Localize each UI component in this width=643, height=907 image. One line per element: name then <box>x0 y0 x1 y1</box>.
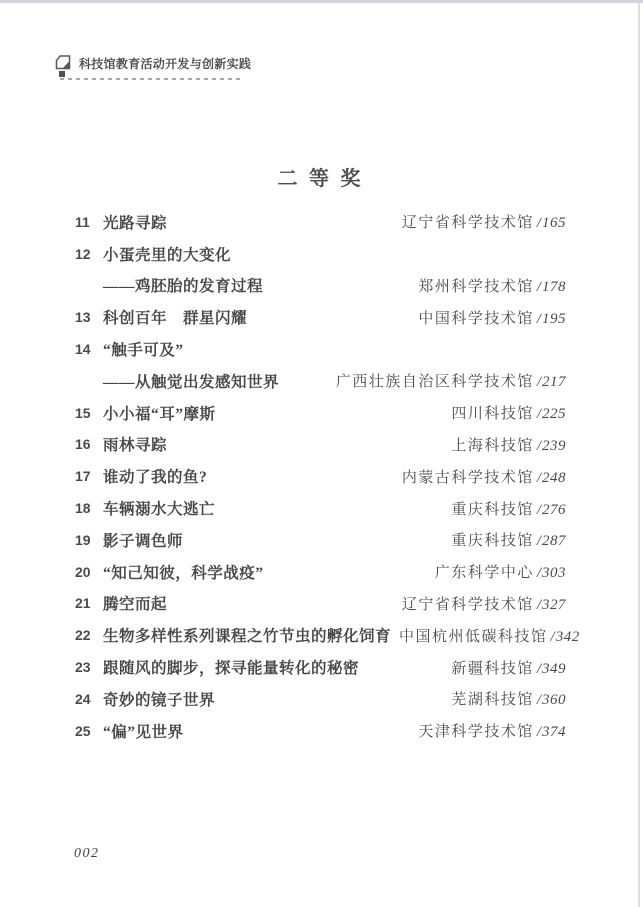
toc-entry <box>75 715 566 747</box>
entry-source: 上海科技馆 <box>451 437 534 454</box>
entry-page: 303 <box>542 565 566 582</box>
entry-title: 小小福“耳”摩斯 <box>103 405 216 423</box>
entry-number: 14 <box>75 341 91 358</box>
entry-page: 276 <box>542 501 566 518</box>
toc-entry <box>75 429 566 461</box>
entry-number: 19 <box>75 531 91 548</box>
header-dashed-rule <box>60 78 240 80</box>
entry-ref <box>402 211 566 232</box>
entry-page: 327 <box>542 596 566 613</box>
entry-source: 新疆科技馆 <box>451 660 534 677</box>
toc-entry <box>75 683 566 715</box>
scan-top-edge <box>0 0 643 3</box>
entry-title: 雨林寻踪 <box>103 437 168 455</box>
slash-separator: / <box>536 660 541 677</box>
entry-page: 195 <box>542 310 566 327</box>
toc-entry-subtitle <box>75 270 566 302</box>
page-curl-icon <box>53 53 73 73</box>
entry-source: 郑州科学技术馆 <box>418 278 534 295</box>
scan-right-edge <box>638 3 640 907</box>
slash-separator: / <box>536 278 541 295</box>
slash-separator: / <box>536 692 541 709</box>
slash-separator: / <box>536 469 541 486</box>
slash-separator: / <box>536 596 541 613</box>
entry-page: 248 <box>542 469 566 486</box>
toc-entry <box>75 524 566 556</box>
entry-title: 奇妙的镜子世界 <box>103 691 216 709</box>
entry-title: 腾空而起 <box>103 596 168 614</box>
entry-ref <box>451 434 566 455</box>
entry-page: 374 <box>542 724 566 741</box>
entry-title: “知己知彼，科学战疫” <box>103 564 264 582</box>
entry-number: 17 <box>75 468 91 485</box>
entry-number: 23 <box>75 659 91 676</box>
toc-entry <box>75 238 566 270</box>
entry-page: 360 <box>542 692 566 709</box>
entry-title: 光路寻踪 <box>103 214 168 232</box>
entry-ref <box>336 370 566 391</box>
entry-title: 生物多样性系列课程之竹节虫的孵化饲育 <box>103 628 392 646</box>
entry-number: 11 <box>75 213 90 230</box>
entry-number: 21 <box>75 595 91 612</box>
entry-number: 24 <box>75 690 91 707</box>
toc-entry <box>75 301 566 333</box>
toc-entry <box>75 651 566 683</box>
entry-number: 12 <box>75 245 91 262</box>
entry-number: 18 <box>75 500 91 517</box>
entry-title: 谁动了我的鱼? <box>103 469 208 487</box>
slash-separator: / <box>536 501 541 518</box>
entry-number: 25 <box>75 722 91 739</box>
entry-ref <box>418 720 566 741</box>
entry-number: 16 <box>75 436 91 453</box>
entry-page: 239 <box>542 437 566 454</box>
entry-subtitle: ——鸡胚胎的发育过程 <box>103 278 264 296</box>
entry-source: 辽宁省科学技术馆 <box>401 215 534 232</box>
entry-number: 22 <box>75 627 91 644</box>
entry-title: 小蛋壳里的大变化 <box>103 246 232 264</box>
entry-page: 287 <box>542 533 566 550</box>
entry-ref <box>399 625 580 646</box>
dash-line-start-square <box>59 71 65 77</box>
slash-separator: / <box>536 310 541 327</box>
entry-title: 影子调色师 <box>103 532 184 550</box>
toc-entry <box>75 397 566 429</box>
entry-title: “偏”见世界 <box>103 723 184 741</box>
entry-ref <box>402 466 566 487</box>
slash-separator: / <box>536 565 541 582</box>
table-of-contents <box>75 206 580 747</box>
entry-page: 342 <box>555 628 580 645</box>
entry-ref <box>402 593 566 614</box>
entry-page: 178 <box>542 278 566 295</box>
slash-separator: / <box>536 374 541 391</box>
entry-ref <box>451 529 566 550</box>
entry-subtitle: ——从触觉出发感知世界 <box>103 373 280 391</box>
slash-separator: / <box>550 628 555 645</box>
running-header <box>53 53 251 73</box>
section-title: 二 等 奖 <box>277 168 364 190</box>
toc-entry <box>75 333 566 365</box>
entry-source: 辽宁省科学技术馆 <box>401 596 534 613</box>
toc-entry <box>75 206 566 238</box>
entry-page: 349 <box>542 660 566 677</box>
entry-number: 13 <box>75 309 91 326</box>
entry-source: 中国杭州低碳科技馆 <box>399 628 548 645</box>
entry-ref <box>418 307 566 328</box>
entry-source: 四川科技馆 <box>451 406 534 423</box>
entry-source: 重庆科技馆 <box>451 533 534 550</box>
entry-page: 165 <box>542 215 566 232</box>
entry-source: 天津科学技术馆 <box>418 724 534 741</box>
entry-source: 中国科学技术馆 <box>418 310 534 327</box>
entry-ref <box>451 688 566 709</box>
toc-entry <box>75 492 566 524</box>
entry-title: 车辆溺水大逃亡 <box>103 501 216 519</box>
entry-number: 20 <box>75 563 91 580</box>
toc-entry-subtitle <box>75 365 566 397</box>
entry-title: 跟随风的脚步，探寻能量转化的秘密 <box>103 660 360 678</box>
entry-source: 内蒙古科学技术馆 <box>401 469 534 486</box>
entry-ref <box>451 657 566 678</box>
entry-source: 芜湖科技馆 <box>451 692 534 709</box>
entry-ref <box>435 561 566 582</box>
toc-entry <box>75 460 566 492</box>
entry-ref <box>451 498 566 519</box>
entry-title: “触手可及” <box>103 342 184 360</box>
toc-entry <box>75 556 566 588</box>
entry-ref <box>451 402 566 423</box>
entry-source: 广东科学中心 <box>434 565 534 582</box>
entry-number: 15 <box>75 404 91 421</box>
entry-page: 217 <box>542 374 566 391</box>
entry-source: 广西壮族自治区科学技术馆 <box>335 374 534 391</box>
entry-ref <box>418 275 566 296</box>
book-title: 科技馆教育活动开发与创新实践 <box>79 56 252 71</box>
slash-separator: / <box>536 533 541 550</box>
entry-source: 重庆科技馆 <box>451 501 534 518</box>
entry-title: 科创百年 群星闪耀 <box>103 310 248 328</box>
entry-page: 225 <box>542 406 566 423</box>
slash-separator: / <box>536 724 541 741</box>
slash-separator: / <box>536 437 541 454</box>
folio-page-number: 002 <box>74 846 100 861</box>
toc-entry <box>75 619 580 651</box>
slash-separator: / <box>536 215 541 232</box>
toc-entry <box>75 588 566 620</box>
slash-separator: / <box>536 406 541 423</box>
